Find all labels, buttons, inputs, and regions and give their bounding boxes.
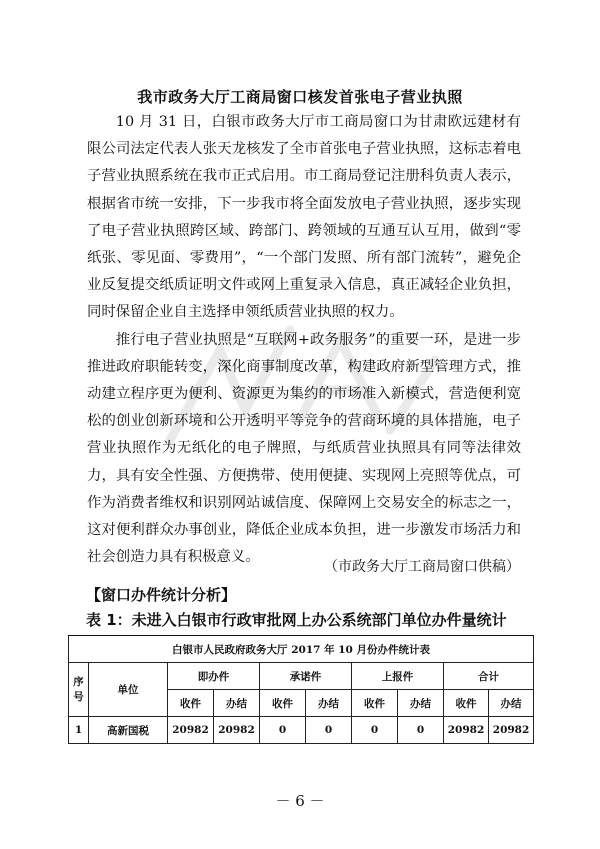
row-value: 20982 [489,717,534,744]
sub-header-received: 收件 [260,690,306,717]
table-title: 白银市人民政府政务大厅 2017 年 10 月份办件统计表 [69,636,534,663]
group-header-reported: 上报件 [352,663,444,690]
article-title: 我市政务大厅工商局窗口核发首张电子营业执照 [137,88,463,106]
row-value: 20982 [214,717,260,744]
page-number: － 6 － [275,792,325,810]
row-unit: 高新国税 [89,717,168,744]
row-value: 0 [306,717,352,744]
stats-table [68,635,534,744]
row-value: 20982 [444,717,489,744]
article-body [87,109,521,571]
sub-header-received: 收件 [444,690,489,717]
group-header-promised: 承诺件 [260,663,352,690]
section-heading: 【窗口办件统计分析】 [86,586,237,604]
table-caption: 表 1：未进入白银市行政审批网上办公系统部门单位办件量统计 [86,611,507,629]
sub-header-received: 收件 [352,690,398,717]
sub-header-completed: 办结 [489,690,534,717]
sub-header-completed: 办结 [306,690,352,717]
col-unit-header: 单位 [89,663,168,717]
group-header-immediate: 即办件 [168,663,260,690]
article-paragraph: 10 月 31 日，白银市政务大厅市工商局窗口为甘肃欧远建材有限公司法定代表人张天龙核发了全市首张电子营业执照，这标志着电子营业执照系统在我市正式启用。市工商局登记注册科负责人表示，根据省市统一安排，下一步我市将全面发放电子营业执照，逐步实现了电子营业执照跨区域、跨部门、跨领域的互通互认互用，做到“零纸张、零见面、零费用”，“一个部门发照、所有部门流转”，避免企业反复提交纸质证明文件或网上重复录入信息，真正减轻企业负担，同时保留企业自主选择申领纸质营业执照的权力。 [87,114,521,321]
row-value: 20982 [168,717,214,744]
group-header-total: 合计 [444,663,534,690]
sub-header-received: 收件 [168,690,214,717]
row-seq: 1 [69,717,89,744]
row-value: 0 [352,717,398,744]
row-value: 0 [260,717,306,744]
table-title-row [69,636,534,663]
article-paragraph: 推行电子营业执照是“互联网+政务服务”的重要一环，是进一步推进政府职能转变，深化商事制度改革，构建政府新型管理方式，推动建立程序更为便利、资源更为集约的市场准入新模式，营造便利宽松的创业创新环境和公开透明平等竞争的营商环境的具体措施，电子营业执照作为无纸化的电子牌照，与纸质营业执照具有同等法律效力，具有安全性强、方便携带、使用便捷、实现网上亮照等优点，可作为消费者维权和识别网站诚信度、保障网上交易安全的标志之一，这对便利群众办事创业，降低企业成本负担，进一步激发市场活力和社会创造力具有积极意义。 [87,331,521,566]
sub-header-completed: 办结 [214,690,260,717]
table-row [69,717,534,744]
table-group-header-row [69,663,534,690]
sub-header-completed: 办结 [398,690,444,717]
col-seq-header: 序号 [69,663,89,717]
article-source: （市政务大厅工商局窗口供稿） [324,559,520,575]
row-value: 0 [398,717,444,744]
